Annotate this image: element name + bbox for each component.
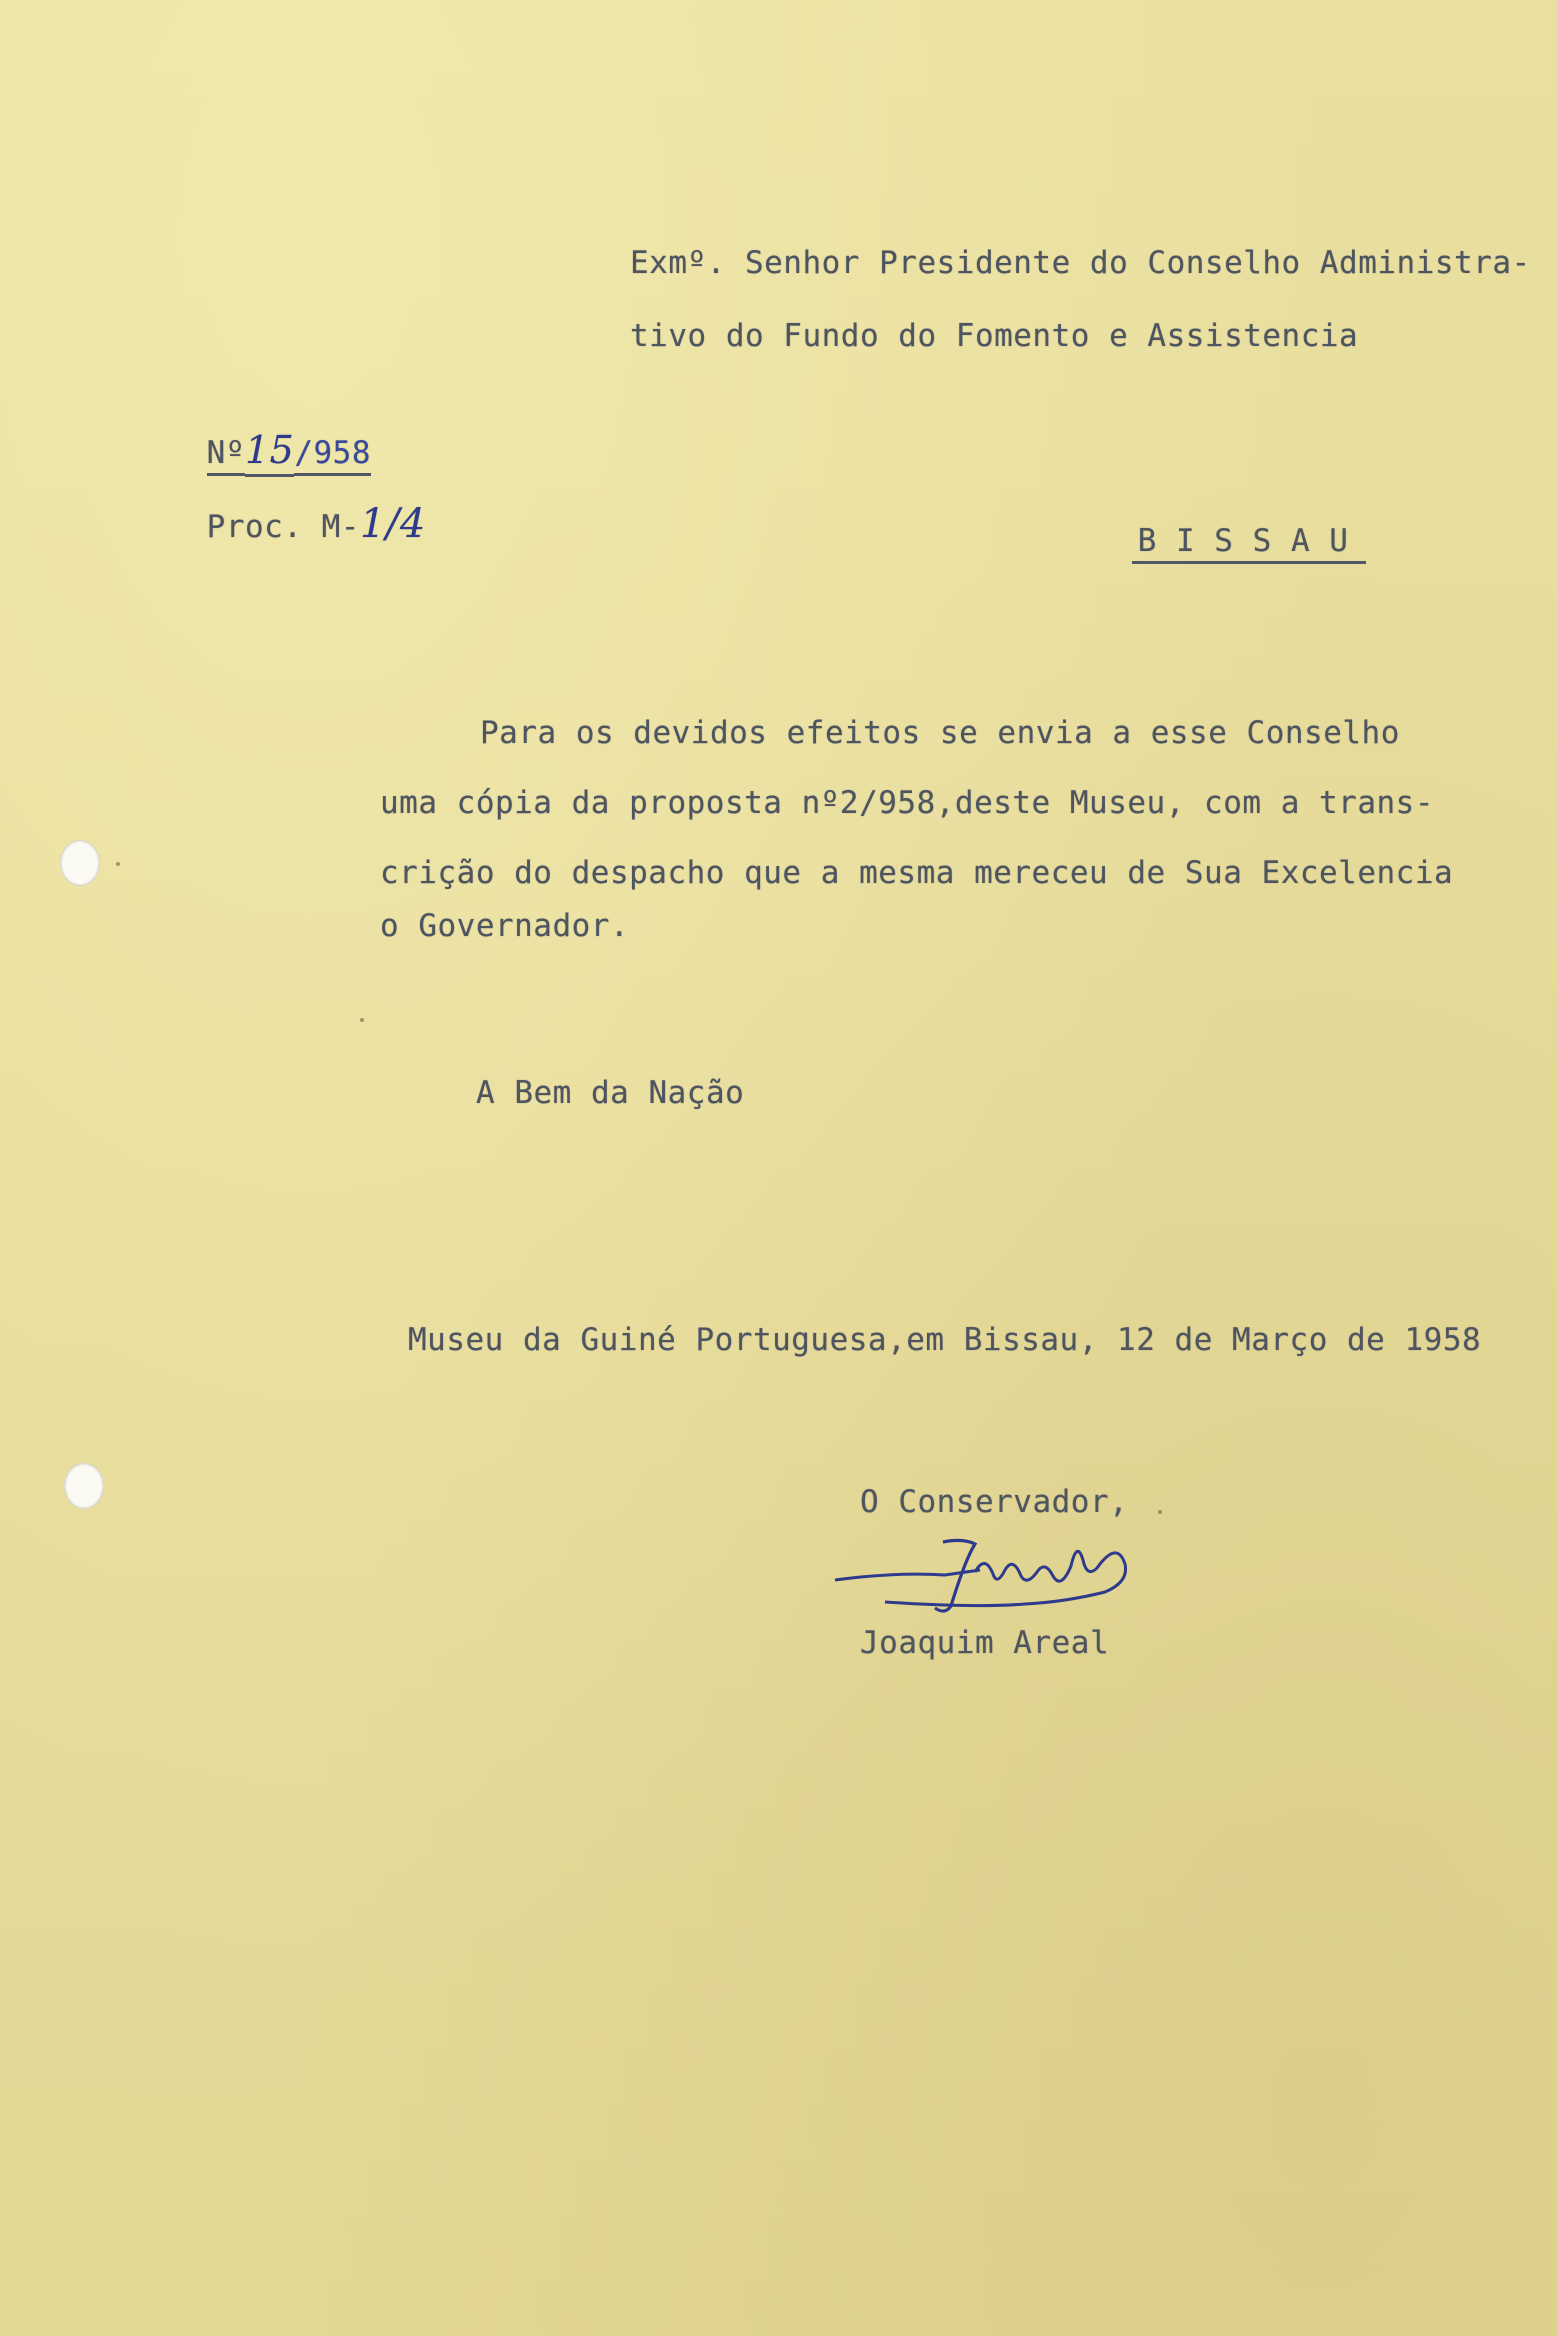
signatory-title: O Conservador, (860, 1484, 1129, 1520)
paper-speck (360, 1018, 364, 1022)
location-text: B I S S A U (1132, 523, 1367, 564)
addressee-line-1: Exmº. Senhor Presidente do Conselho Administra- (630, 245, 1531, 281)
punch-hole-upper (60, 840, 100, 886)
addressee-line-2: tivo do Fundo do Fomento e Assistencia (630, 318, 1359, 354)
reference-number-label: Nº (207, 435, 245, 476)
handwritten-signature (825, 1520, 1155, 1630)
process-handwritten: 1/4 (359, 501, 426, 547)
body-line-2: uma cópia da proposta nº2/958,deste Museu, com a trans- (380, 785, 1434, 821)
paper-speck (116, 862, 120, 866)
process-label: Proc. M- (206, 509, 360, 545)
paper-speck (1158, 1510, 1162, 1514)
punch-hole-lower (64, 1463, 104, 1509)
reference-number-handwritten: 15 (245, 428, 294, 477)
location-heading (1055, 487, 1366, 595)
body-line-3: crição do despacho que a mesma mereceu de Sua Excelencia (380, 855, 1454, 891)
process-reference (130, 465, 426, 583)
body-line-4: o Governador. (380, 908, 630, 944)
signatory-name: Joaquim Areal (860, 1625, 1110, 1661)
body-line-1: Para os devidos efeitos se envia a esse Conselho (480, 715, 1400, 751)
reference-number-year: /958 (294, 435, 371, 476)
place-and-date: Museu da Guiné Portuguesa,em Bissau, 12 de Março de 1958 (408, 1322, 1482, 1358)
salutation: A Bem da Nação (476, 1075, 745, 1111)
